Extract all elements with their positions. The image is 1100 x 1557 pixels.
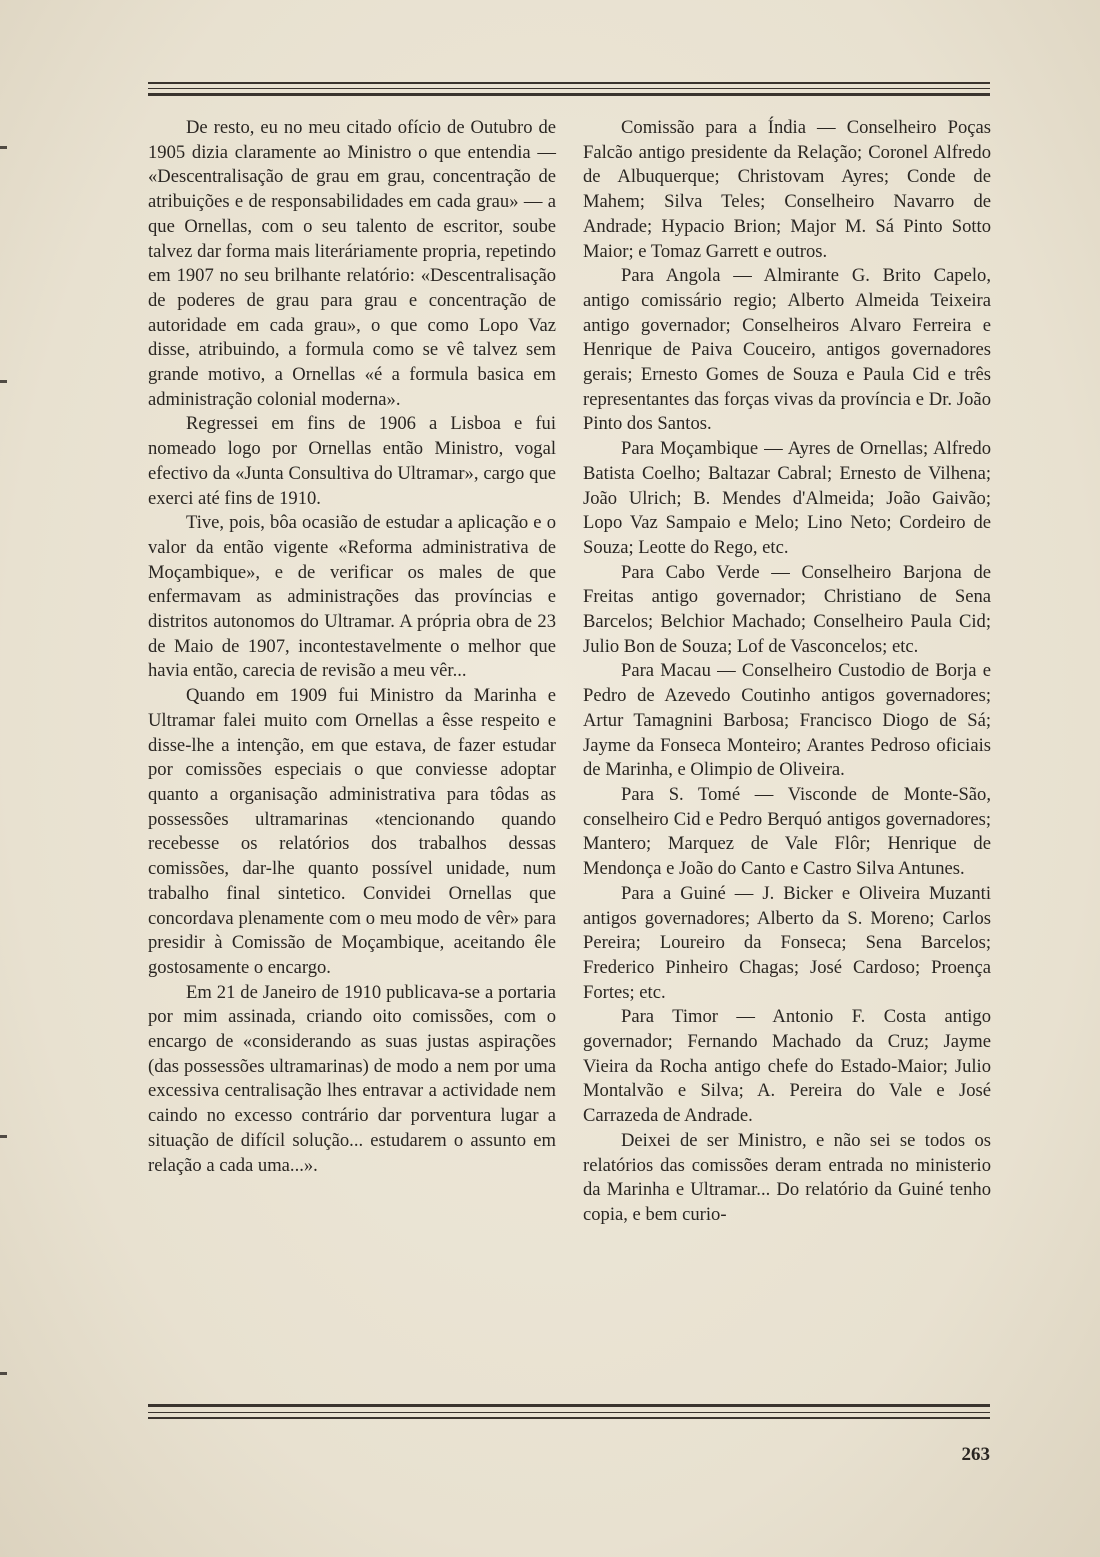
paragraph: Comissão para a Índia — Conselheiro Poças Falcão antigo presidente da Relação; Coronel Alfredo de Albuquerque; Christovam Ayres; Conde de Mahem; Silva Teles; Conselheiro Navarro de Andrade; Hypacio Brion; Major M. Sá Pinto Sotto Maior; e Tomaz Garrett e outros. [583,117,991,262]
paragraph: Para Timor — Antonio F. Costa antigo governador; Fernando Machado da Cruz; Jayme Vieira da Rocha antigo chefe do Estado-Maior; Julio Montalvão e Silva; A. Pereira do Vale e José Carrazeda de Andrade. [583,1006,991,1127]
paragraph: Para Angola — Almirante G. Brito Capelo, antigo comissário regio; Alberto Almeida Teixeira antigo governador; Conselheiros Alvaro Ferreira e Henrique de Paiva Couceiro, antigos governadores gerais; Ernesto Gomes de Souza e Paula Cid e três representantes das forças vivas da província e Dr. João Pinto dos Santos. [583,265,991,435]
paragraph: Para S. Tomé — Visconde de Monte-São, conselheiro Cid e Pedro Berquó antigos governadores; Mantero; Marquez de Vale Flôr; Henrique de Mendonça e João do Canto e Castro Silva Antunes. [583,783,991,880]
margin-mark [0,1372,7,1375]
paragraph: Tive, pois, bôa ocasião de estudar a aplicação e o valor da então vigente «Reforma administrativa de Moçambique», e de verificar os males de que enfermavam as administrações das províncias e distritos autonomos do Ultramar. A própria obra de 23 de Maio de 1907, incontestavelmente o melhor que havia então, carecia de revisão a meu vêr... [148,512,556,682]
paragraph: Deixei de ser Ministro, e não sei se todos os relatórios das comissões deram entrada no ministerio da Marinha e Ultramar... Do relatório da Guiné tenho copia, e bem curio- [583,1129,991,1225]
header-rule [148,82,990,100]
left-column [148,116,556,1178]
paragraph: Para a Guiné — J. Bicker e Oliveira Muzanti antigos governadores; Alberto da S. Moreno; Carlos Pereira; Loureiro da Fonseca; Sena Barcelos; Frederico Pinheiro Chagas; José Cardoso; Proença Fortes; etc. [583,882,991,1003]
margin-mark [0,146,7,149]
paragraph: Quando em 1909 fui Ministro da Marinha e Ultramar falei muito com Ornellas a êsse respeito e disse-lhe a intenção, em que estava, de fazer estudar por comissões especiais o que conviesse adoptar quanto a organisação administrativa para tôdas as possessões ultramarinas «tencionando quando recebesse os relatórios dos trabalhos dessas comissões, dar-lhe quanto possível unidade, num trabalho final sintetico. Convidei Ornellas que concordava plenamente com o meu modo de vêr» para presidir à Comissão de Moçambique, aceitando êle gostosamente o encargo. [148,685,556,978]
margin-mark [0,1135,7,1138]
margin-mark [0,380,7,383]
paragraph: Regressei em fins de 1906 a Lisboa e fui nomeado logo por Ornellas então Ministro, vogal efectivo da «Junta Consultiva do Ultramar», cargo que exerci até fins de 1910. [148,413,556,509]
paragraph: Para Macau — Conselheiro Custodio de Borja e Pedro de Azevedo Coutinho antigos governadores; Artur Tamagnini Barbosa; Francisco Diogo de Sá; Jayme da Fonseca Monteiro; Arantes Pedroso oficiais de Marinha, e Olimpio de Oliveira. [583,660,991,781]
page-number: 263 [961,1444,990,1465]
footer-rule [148,1404,990,1422]
paragraph: Para Cabo Verde — Conselheiro Barjona de Freitas antigo governador; Christiano de Sena Barcelos; Belchior Machado; Conselheiro Paula Cid; Julio Bon de Souza; Lof de Vasconcelos; etc. [583,561,991,657]
paragraph: De resto, eu no meu citado ofício de Outubro de 1905 dizia claramente ao Ministro o que entendia — «Descentralisação de grau em grau, concentração de atribuições e de responsabilidades em cada grau» — a que Ornellas, com o seu talento de escritor, soube talvez dar forma mais literáriamente propria, repetindo em 1907 no seu brilhante relatório: «Descentralisação de poderes de grau para grau e concentração de autoridade em cada grau», o que como Lopo Vaz disse, atribuindo, a formula como se vê talvez sem grande motivo, a Ornellas «é a formula basica em administração colonial moderna». [148,117,556,410]
paragraph: Em 21 de Janeiro de 1910 publicava-se a portaria por mim assinada, criando oito comissões, com o encargo de «considerando as suas justas aspirações (das possessões ultramarinas) de modo a nem por uma excessiva centralisação lhes entravar a actividade nem caindo no excesso contrário dar porventura lugar a situação de difícil solução... estudarem o assunto em relação a cada uma...». [148,981,556,1176]
paragraph: Para Moçambique — Ayres de Ornellas; Alfredo Batista Coelho; Baltazar Cabral; Ernesto de Vilhena; João Ulrich; B. Mendes d'Almeida; João Gaivão; Lopo Vaz Sampaio e Melo; Lino Neto; Cordeiro de Souza; Leotte do Rego, etc. [583,438,991,558]
right-column [583,116,991,1228]
